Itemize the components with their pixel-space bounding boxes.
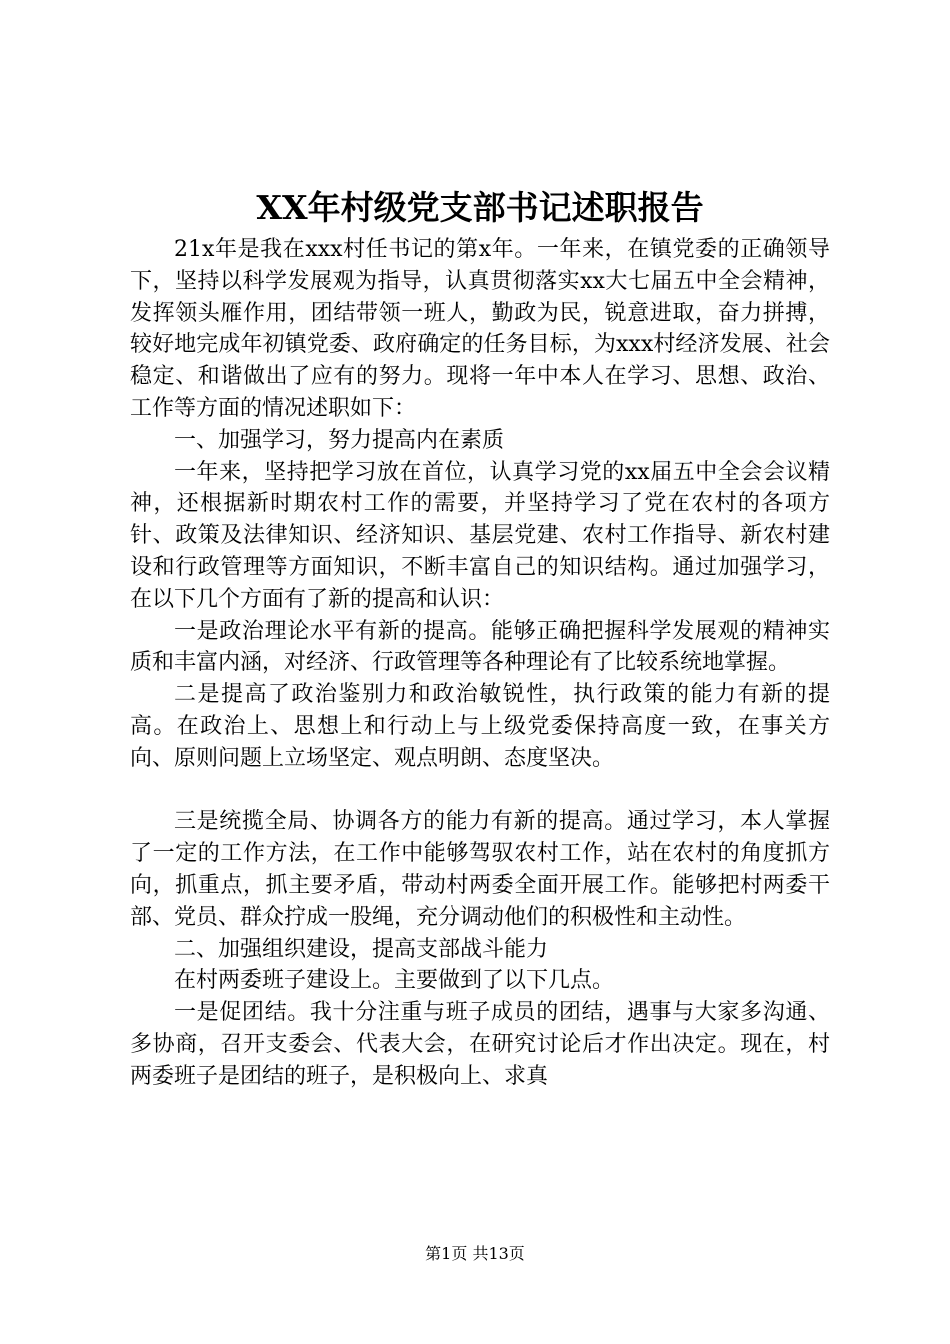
page-number: 第1页 共13页: [425, 1244, 525, 1263]
paragraph-study: 一年来，坚持把学习放在首位，认真学习党的xx届五中全会会议精神，还根据新时期农村工作的需要，并坚持学习了党在农村的各项方针、政策及法律知识、经济知识、基层党建、农村工作指导、新农村建设和行政管理等方面知识，不断丰富自己的知识结构。通过加强学习，在以下几个方面有了新的提高和认识：: [130, 459, 830, 612]
document-body: [130, 234, 830, 1093]
section-heading-1: 一、加强学习，努力提高内在素质: [174, 427, 505, 453]
paragraph-point-1: 一是政治理论水平有新的提高。能够正确把握科学发展观的精神实质和丰富内涵，对经济、行政管理等各种理论有了比较系统地掌握。: [130, 618, 830, 676]
paragraph-point-2: 二是提高了政治鉴别力和政治敏锐性，执行政策的能力有新的提高。在政治上、思想上和行动上与上级党委保持高度一致，在事关方向、原则问题上立场坚定、观点明朗、态度坚决。: [130, 682, 830, 771]
paragraph-intro: 21x年是我在xxx村任书记的第x年。一年来，在镇党委的正确领导下，坚持以科学发展观为指导，认真贯彻落实xx大七届五中全会精神，发挥领头雁作用，团结带领一班人，勤政为民，锐意进取，奋力拼搏，较好地完成年初镇党委、政府确定的任务目标，为xxx村经济发展、社会稳定、和谐做出了应有的努力。现将一年中本人在学习、思想、政治、工作等方面的情况述职如下：: [130, 237, 830, 421]
document-title: XX年村级党支部书记述职报告: [256, 188, 704, 227]
paragraph-point-3: 三是统揽全局、协调各方的能力有新的提高。通过学习，本人掌握了一定的工作方法，在工作中能够驾驭农村工作，站在农村的角度抓方向，抓重点，抓主要矛盾，带动村两委全面开展工作。能够把村两委干部、党员、群众拧成一股绳，充分调动他们的积极性和主动性。: [130, 809, 830, 930]
section-heading-2: 二、加强组织建设，提高支部战斗能力: [174, 936, 549, 962]
paragraph-committee: 在村两委班子建设上。主要做到了以下几点。: [174, 968, 615, 994]
paragraph-unity: 一是促团结。我十分注重与班子成员的团结，遇事与大家多沟通、多协商，召开支委会、代表大会，在研究讨论后才作出决定。现在，村两委班子是团结的班子，是积极向上、求真: [130, 1000, 830, 1089]
